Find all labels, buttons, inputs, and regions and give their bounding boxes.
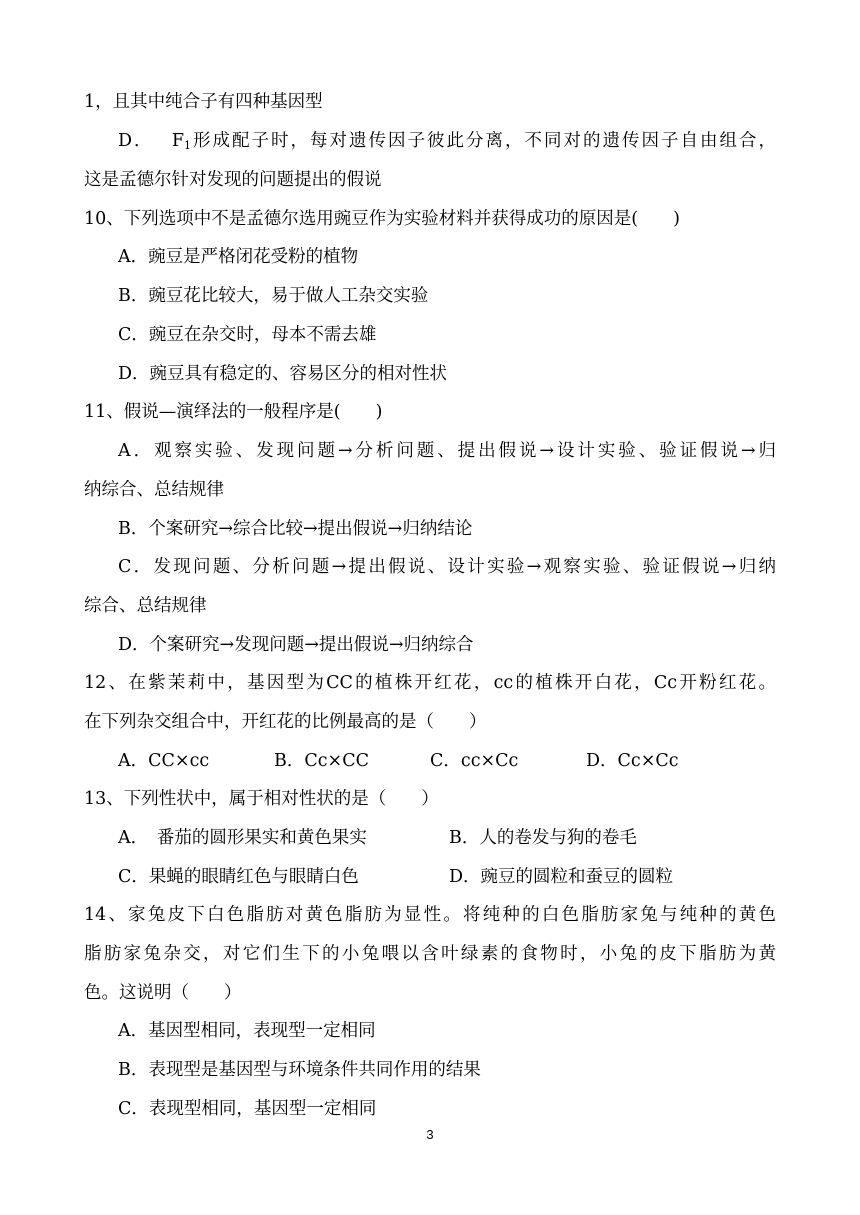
question-11-option-d: D．个案研究→发现问题→提出假说→归纳综合 bbox=[118, 635, 474, 655]
f1-subscript: 1 bbox=[184, 139, 191, 152]
question-10-stem: 10、下列选项中不是孟德尔选用豌豆作为实验材料并获得成功的原因是( ) bbox=[84, 209, 680, 229]
question-11-option-a-cont: 纳综合、总结规律 bbox=[84, 480, 224, 500]
f1-symbol: F bbox=[171, 131, 184, 151]
question-13-option-d: D．豌豆的圆粒和蚕豆的圆粒 bbox=[449, 867, 674, 887]
page-number: 3 bbox=[426, 1127, 434, 1142]
question-14-option-a: A．基因型相同，表现型一定相同 bbox=[118, 1021, 376, 1041]
question-12-option-a: A．CC×cc bbox=[118, 751, 210, 771]
question-10-option-b: B．豌豆花比较大，易于做人工杂交实验 bbox=[118, 286, 429, 306]
question-14-option-c: C．表现型相同，基因型一定相同 bbox=[118, 1099, 377, 1119]
question-12-option-c: C．cc×Cc bbox=[430, 751, 519, 771]
question-12-stem-cont: 在下列杂交组合中，开红花的比例最高的是（ ） bbox=[84, 712, 487, 732]
question-10-option-a: A．豌豆是严格闭花受粉的植物 bbox=[118, 247, 359, 267]
question-11-option-c: C．发现问题、分析问题→提出假说、设计实验→观察实验、验证假说→归纳 bbox=[118, 557, 776, 577]
option-d-line bbox=[118, 129, 776, 158]
question-14-option-b: B．表现型是基因型与环境条件共同作用的结果 bbox=[118, 1060, 481, 1080]
question-10-option-d: D．豌豆具有稳定的、容易区分的相对性状 bbox=[118, 364, 448, 384]
option-label: D． bbox=[118, 131, 145, 151]
question-14-stem-end: 色。这说明（ ） bbox=[84, 983, 242, 1003]
question-12-option-b: B．Cc×CC bbox=[274, 751, 369, 771]
question-13-option-a: A． 番茄的圆形果实和黄色果实 bbox=[118, 828, 367, 848]
question-11-option-c-cont: 综合、总结规律 bbox=[84, 596, 207, 616]
question-10-option-c: C．豌豆在杂交时，母本不需去雄 bbox=[118, 325, 377, 345]
question-11-option-b: B．个案研究→综合比较→提出假说→归纳结论 bbox=[118, 519, 473, 539]
question-12-stem: 12、在紫茉莉中，基因型为CC的植株开红花，cc的植株开白花，Cc开粉红花。 bbox=[84, 673, 776, 693]
question-13-option-b: B．人的卷发与狗的卷毛 bbox=[449, 828, 637, 848]
text-line: 1，且其中纯合子有四种基因型 bbox=[84, 92, 323, 112]
question-11-option-a: A．观察实验、发现问题→分析问题、提出假说→设计实验、验证假说→归 bbox=[118, 441, 776, 461]
question-13-stem: 13、下列性状中，属于相对性状的是（ ） bbox=[84, 789, 439, 809]
question-12-option-d: D．Cc×Cc bbox=[586, 751, 679, 771]
question-13-option-c: C．果蝇的眼睛红色与眼睛白色 bbox=[118, 867, 359, 887]
text-line: 这是孟德尔针对发现的问题提出的假说 bbox=[84, 170, 382, 190]
option-text: 形成配子时，每对遗传因子彼此分离，不同对的遗传因子自由组合， bbox=[191, 131, 776, 151]
question-14-stem: 14、家兔皮下白色脂肪对黄色脂肪为显性。将纯种的白色脂肪家兔与纯种的黄色 bbox=[84, 905, 776, 925]
question-11-stem: 11、假说—演绎法的一般程序是( ) bbox=[84, 402, 383, 422]
question-14-stem-cont: 脂肪家兔杂交，对它们生下的小兔喂以含叶绿素的食物时，小兔的皮下脂肪为黄 bbox=[84, 944, 776, 964]
